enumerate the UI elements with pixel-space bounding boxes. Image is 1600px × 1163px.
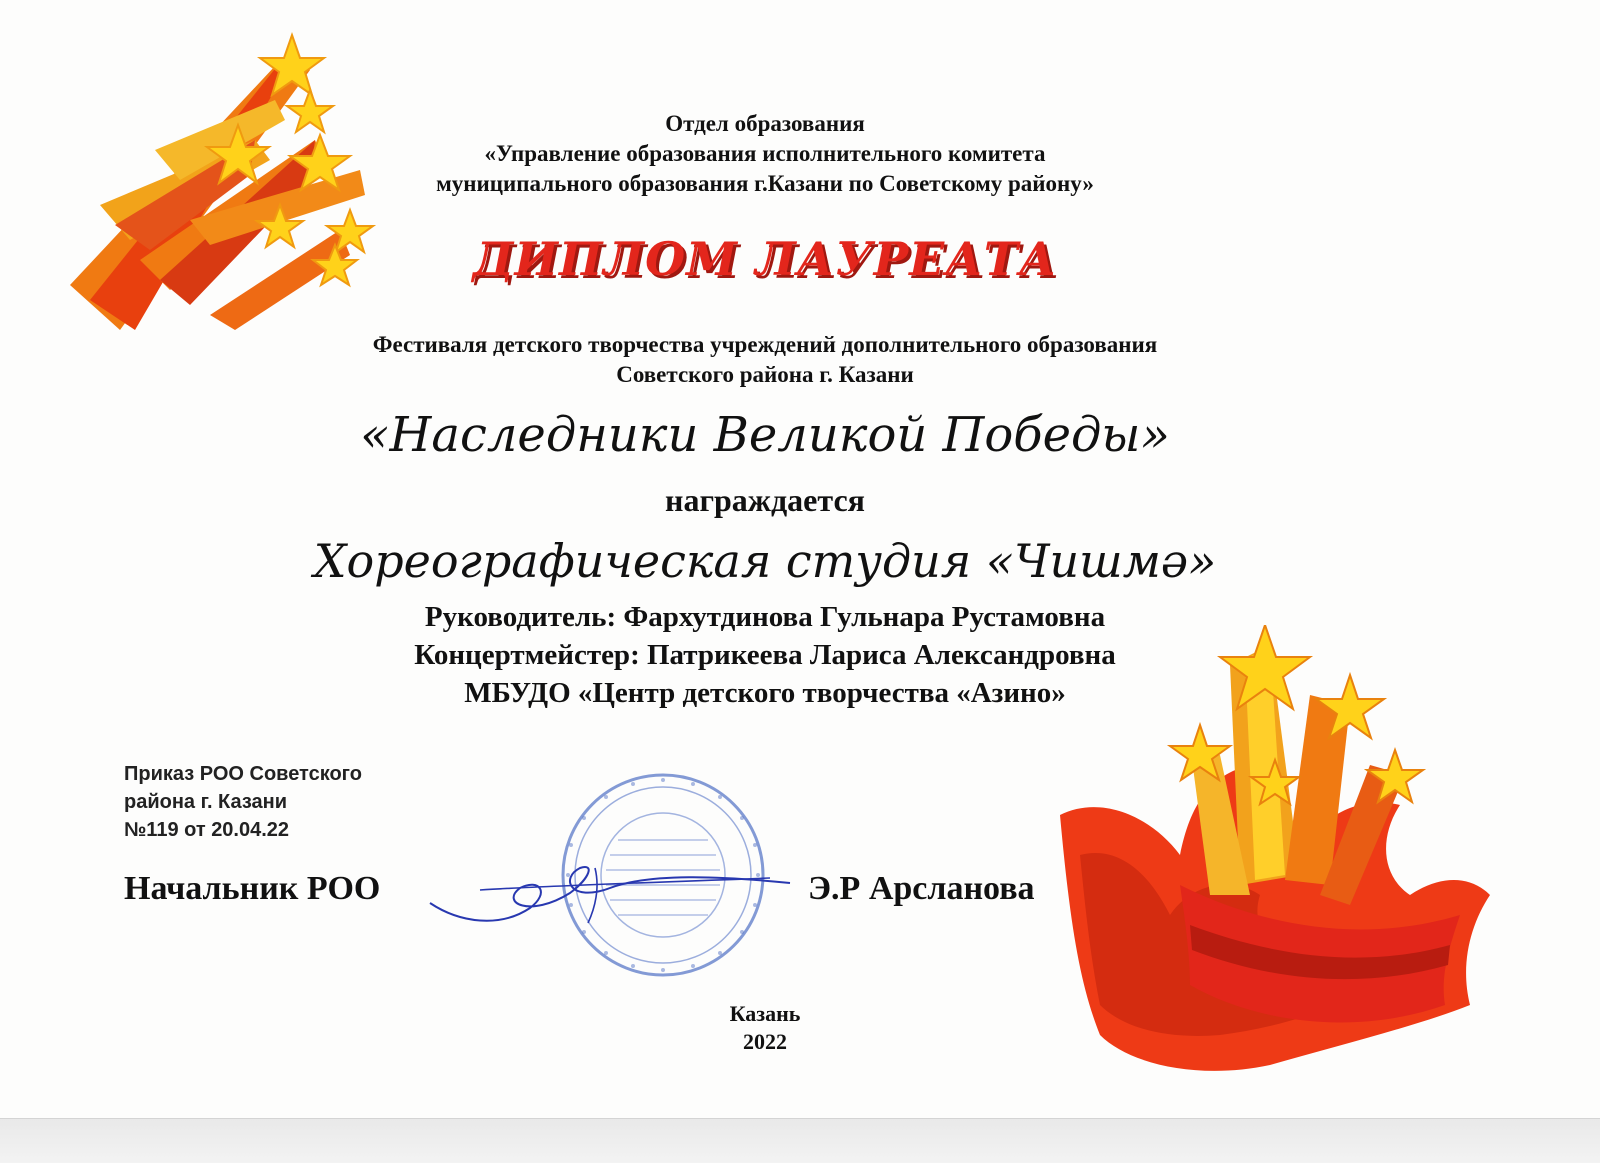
accompanist-line: Концертмейстер: Патрикеева Лариса Александровна [414,639,1116,671]
festival-name: «Наследники Великой Победы» [360,407,1170,463]
signatory-name: Э.Р Арсланова [808,870,1035,907]
awarded-text: награждается [665,482,865,518]
recipient-name: Хореографическая студия «Чишмә» [313,534,1217,588]
diploma-title: ДИПЛОМ ЛАУРЕАТА [472,232,1058,286]
signature-title: Начальник РОО [124,870,381,907]
department-line-2: «Управление образования исполнительного комитета [484,141,1046,166]
signature-icon [420,848,800,938]
order-line-2: района г. Казани [124,791,288,813]
order-line-3: №119 от 20.04.22 [124,819,290,841]
footer-city: Казань [729,1001,801,1026]
festival-line-1: Фестиваля детского творчества учреждений дополнительного образования [372,332,1158,357]
department-line-3: муниципального образования г.Казани по Советскому району» [436,171,1094,196]
institution-line: МБУДО «Центр детского творчества «Азино» [464,677,1066,709]
festival-line-2: Советского района г. Казани [616,362,914,387]
scan-bottom-edge [0,1118,1600,1163]
department-line-1: Отдел образования [665,111,865,136]
leader-line: Руководитель: Фархутдинова Гульнара Рустамовна [424,601,1106,633]
order-line-1: Приказ РОО Советского [124,763,362,785]
order-reference [124,760,362,844]
footer-year: 2022 [743,1029,787,1054]
